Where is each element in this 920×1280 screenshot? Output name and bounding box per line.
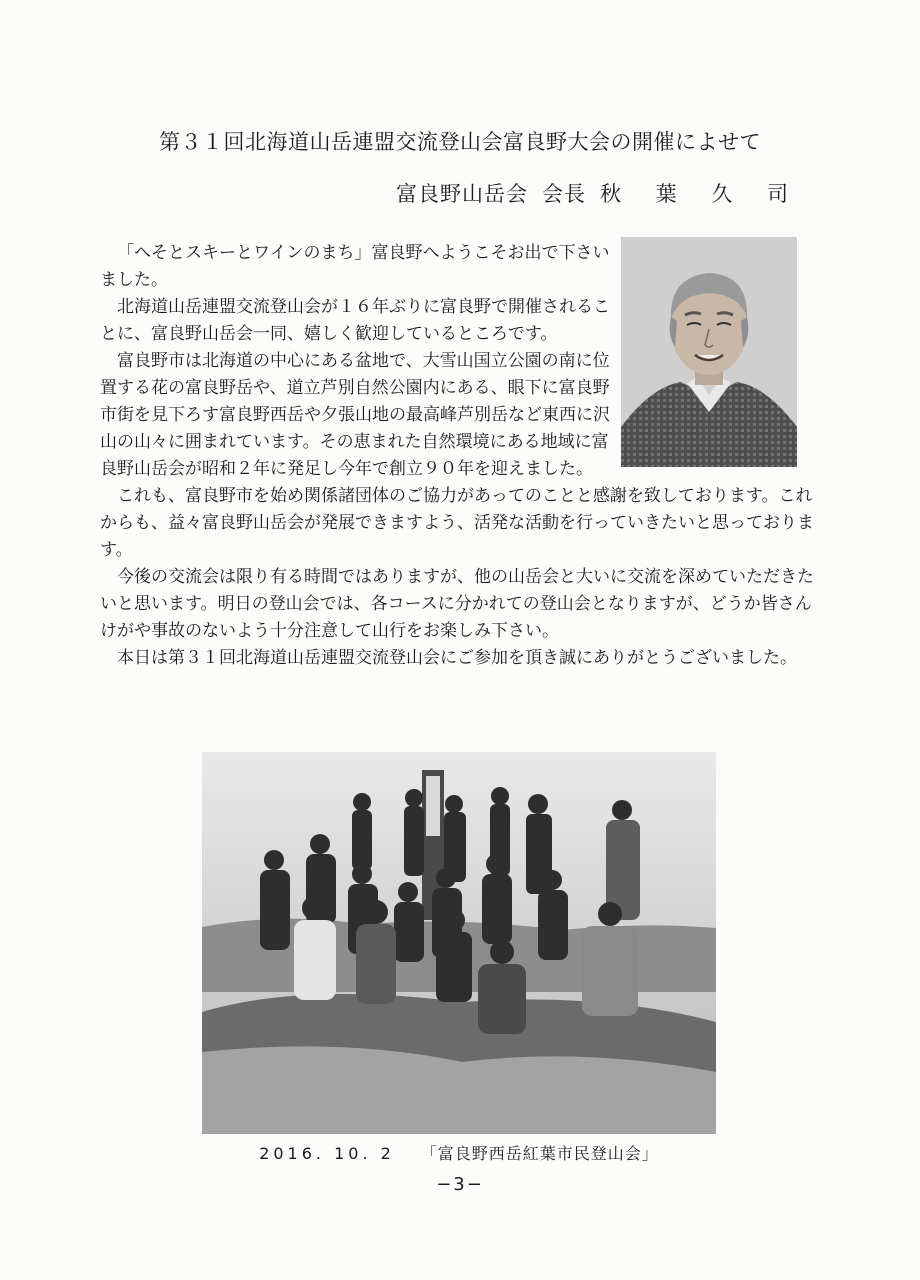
paragraph: 「へそとスキーとワインのまち」富良野へようこそお出で下さいました。 xyxy=(100,243,610,290)
paragraph: 北海道山岳連盟交流登山会が１６年ぶりに富良野で開催されることに、富良野山岳会一同、嬉しく歓迎しているところです。 xyxy=(100,297,610,344)
photo-caption-event: 「富良野西岳紅葉市民登山会」 xyxy=(420,1144,659,1163)
author-line xyxy=(382,178,802,208)
page-title: 第３１回北海道山岳連盟交流登山会富良野大会の開催によせて xyxy=(159,130,761,154)
author-organization: 富良野山岳会 xyxy=(395,182,528,206)
paragraph: 今後の交流会は限り有る時間ではありますが、他の山岳会と大いに交流を深めていただきたいと思います。明日の登山会では、各コースに分かれての登山会となりますが、どうか皆さんけがや事故のないよう十分注意して山行をお楽しみ下さい。 xyxy=(100,567,814,641)
paragraph: これも、富良野市を始め関係諸団体のご協力があってのことと感謝を致しております。これからも、益々富良野山岳会が発展できますよう、活発な活動を行っていきたいと思っております。 xyxy=(100,486,814,560)
portrait-spacer xyxy=(618,240,814,472)
page-number: −3− xyxy=(436,1174,484,1195)
group-summit-photo xyxy=(202,752,716,1134)
group-photo-image xyxy=(202,752,716,1134)
paragraph: 富良野市は北海道の中心にある盆地で、大雪山国立公園の南に位置する花の富良野岳や、道立芦別自然公園内にある、眼下に富良野市街を見下ろす富良野西岳や夕張山地の最高峰芦別岳など東西に沢山の山々に囲まれています。その恵まれた自然環境にある地域に富良野山岳会が昭和２年に発足し今年で創立９０年を迎えました。 xyxy=(100,351,610,479)
photo-caption xyxy=(202,1141,716,1164)
paragraph: 本日は第３１回北海道山岳連盟交流登山会にご参加を頂き誠にありがとうございました。 xyxy=(117,648,797,668)
author-name: 秋 葉 久 司 xyxy=(599,182,802,206)
photo-caption-date: 2016. 10. 2 xyxy=(259,1144,395,1163)
author-role: 会長 xyxy=(541,182,586,206)
letter-body xyxy=(100,240,814,672)
